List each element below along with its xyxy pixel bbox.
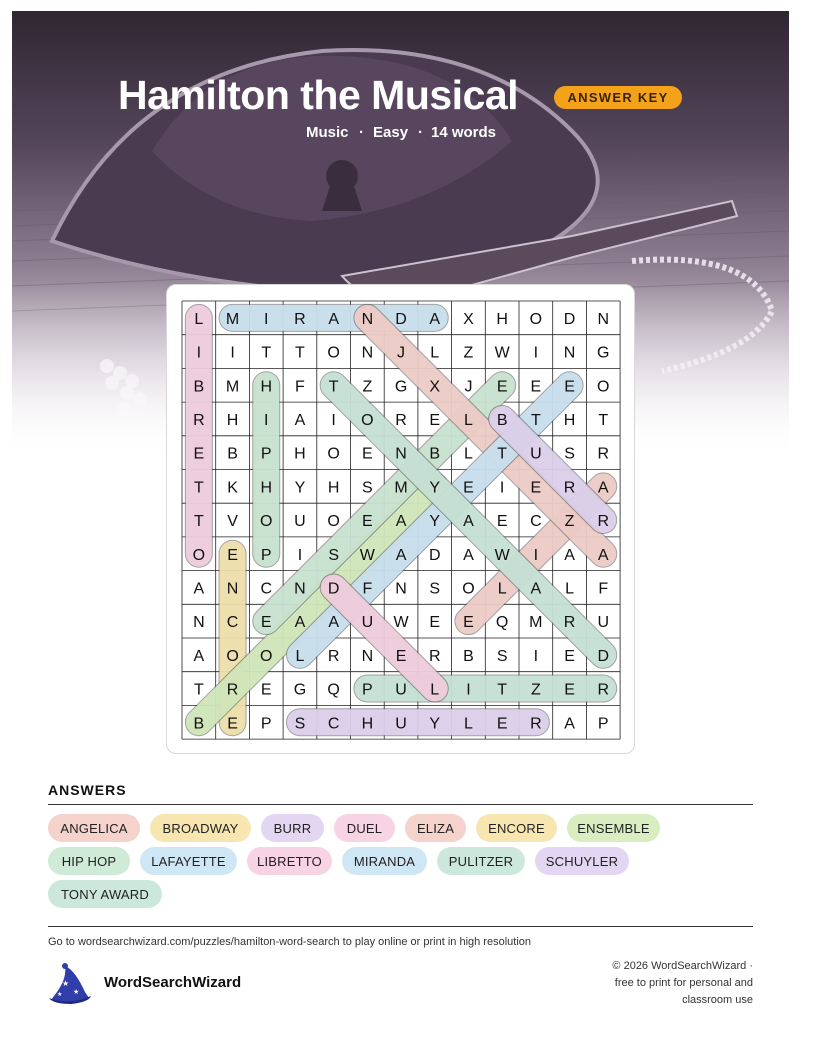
grid-letter: A [328, 310, 339, 328]
grid-letter: P [260, 445, 272, 463]
grid-letter: E [193, 445, 205, 463]
grid-letter: E [496, 513, 508, 531]
grid-letter: E [362, 445, 373, 463]
grid-letter: R [226, 681, 239, 699]
grid-letter: O [327, 344, 340, 362]
grid-letter: N [597, 310, 610, 328]
svg-text:★: ★ [57, 991, 63, 998]
grid-letter: T [598, 411, 609, 429]
meta-separator: · [359, 124, 364, 141]
grid-letter: W [494, 546, 510, 564]
grid-letter: E [530, 479, 542, 497]
grid-letter: B [193, 715, 205, 733]
grid-letter: Y [429, 715, 441, 733]
grid-letter: T [193, 681, 204, 699]
answer-chip: ELIZA [405, 814, 466, 842]
grid-letter: R [597, 681, 610, 699]
grid-letter: A [294, 614, 306, 632]
answer-chip: HIP HOP [48, 847, 130, 875]
grid-letter: T [497, 681, 508, 699]
grid-letter: B [463, 647, 474, 665]
grid-letter: S [362, 479, 373, 497]
meta-separator: · [418, 124, 423, 141]
grid-letter: R [294, 310, 306, 328]
grid-letter: H [361, 715, 374, 733]
answer-chip: LIBRETTO [247, 847, 332, 875]
grid-letter: F [598, 580, 609, 598]
grid-letter: L [295, 647, 305, 665]
grid-letter: H [260, 378, 273, 396]
grid-letter: B [496, 411, 508, 429]
grid-letter: H [294, 445, 306, 463]
grid-letter: I [264, 310, 269, 328]
grid-letter: A [328, 614, 339, 632]
grid-letter: Z [530, 681, 541, 699]
grid-letter: T [261, 344, 272, 362]
grid-letter: G [394, 378, 408, 396]
grid-letter: R [563, 479, 576, 497]
grid-letter: M [529, 614, 543, 632]
copyright-line: © 2026 WordSearchWizard · [612, 960, 753, 972]
grid-letter: I [196, 344, 202, 362]
grid-letter: E [564, 378, 575, 396]
word-search-grid [167, 285, 636, 755]
grid-letter: O [327, 445, 340, 463]
category-label: Music [306, 124, 349, 141]
grid-letter: T [328, 378, 339, 396]
grid-letter: A [193, 647, 205, 665]
answers-heading: ANSWERS [48, 782, 127, 798]
grid-letter: J [397, 344, 406, 362]
grid-letter: X [429, 378, 441, 396]
grid-letter: W [393, 614, 409, 632]
grid-letter: R [428, 647, 441, 665]
puzzle-card [166, 284, 635, 754]
grid-letter: Z [463, 344, 474, 362]
grid-letter: T [530, 411, 541, 429]
grid-letter: O [226, 647, 239, 665]
grid-letter: E [564, 681, 575, 699]
grid-letter: E [260, 614, 272, 632]
grid-letter: L [463, 411, 473, 429]
grid-letter: S [328, 546, 339, 564]
grid-letter: R [597, 513, 610, 531]
grid-letter: B [193, 378, 205, 396]
grid-letter: F [295, 378, 305, 396]
wizard-hat-icon [45, 962, 93, 1006]
grid-letter: Y [429, 513, 441, 531]
grid-letter: X [463, 310, 474, 328]
grid-letter: D [563, 310, 576, 328]
grid-letter: E [260, 681, 272, 699]
grid-letter: C [530, 513, 542, 531]
grid-letter: H [226, 411, 239, 429]
grid-letter: U [395, 681, 407, 699]
grid-letter: L [463, 445, 473, 463]
grid-letter: T [193, 479, 204, 497]
grid-letter: N [395, 445, 407, 463]
answer-chip: BURR [261, 814, 324, 842]
footer-url-text: Go to wordsearchwizard.com/puzzles/hamilton-word-search to play online or print in high resolution [48, 936, 532, 948]
divider [48, 926, 753, 927]
grid-letter: E [227, 546, 238, 564]
copyright-notice [553, 958, 753, 1009]
grid-letter: A [597, 479, 609, 497]
grid-letter: U [395, 715, 407, 733]
grid-letter: A [395, 546, 407, 564]
grid-letter: O [327, 513, 340, 531]
grid-letter: Y [429, 479, 441, 497]
grid-letter: N [294, 580, 306, 598]
svg-text:★: ★ [73, 988, 80, 996]
grid-letter: P [362, 681, 373, 699]
grid-letter: A [463, 546, 474, 564]
answer-chip: ENSEMBLE [567, 814, 660, 842]
grid-letter: A [463, 513, 474, 531]
grid-letter: O [260, 513, 273, 531]
grid-letter: E [564, 647, 575, 665]
grid-letter: A [530, 580, 542, 598]
grid-letter: E [463, 614, 474, 632]
grid-letter: A [597, 546, 609, 564]
grid-letter: I [533, 546, 539, 564]
grid-letter: T [295, 344, 305, 362]
grid-letter: O [462, 580, 475, 598]
grid-letter: Z [564, 513, 575, 531]
grid-letter: R [597, 445, 610, 463]
grid-letter: B [227, 445, 238, 463]
grid-letter: I [230, 344, 235, 362]
grid-letter: L [463, 715, 473, 733]
grid-letter: L [430, 681, 440, 699]
grid-letter: K [227, 479, 238, 497]
grid-letter: U [294, 513, 306, 531]
answer-chip: SCHUYLER [535, 847, 629, 875]
grid-letter: L [497, 580, 507, 598]
grid-letter: I [533, 344, 539, 362]
grid-letter: U [361, 614, 374, 632]
grid-letter: M [225, 310, 240, 328]
grid-letter: U [597, 614, 610, 632]
grid-letter: I [331, 411, 336, 429]
grid-letter: W [359, 546, 375, 564]
title-row [0, 72, 816, 122]
grid-letter: H [496, 310, 508, 328]
grid-letter: L [194, 310, 204, 328]
grid-letter: E [429, 614, 441, 632]
page-title: Hamilton the Musical [118, 72, 519, 118]
answer-key-badge: ANSWER KEY [554, 86, 682, 109]
puzzle-meta [0, 124, 816, 142]
grid-letter: O [192, 546, 206, 564]
word-count-label: 14 words [431, 124, 497, 141]
grid-letter: C [260, 580, 273, 598]
grid-letter: J [464, 378, 473, 396]
grid-letter: E [496, 715, 508, 733]
grid-letter: N [361, 344, 374, 362]
svg-text:★: ★ [62, 979, 70, 988]
grid-letter: E [395, 647, 407, 665]
copyright-line: classroom use [682, 994, 753, 1006]
answer-chip: DUEL [334, 814, 395, 842]
grid-letter: N [395, 580, 407, 598]
grid-letter: E [463, 479, 474, 497]
grid-letter: A [564, 546, 575, 564]
grid-letter: P [260, 715, 272, 733]
grid-letter: E [429, 411, 441, 429]
answer-chip: ENCORE [476, 814, 557, 842]
grid-letter: U [530, 445, 542, 463]
answer-chip: BROADWAY [150, 814, 251, 842]
answer-chip: TONY AWARD [48, 880, 162, 908]
grid-letter: B [429, 445, 441, 463]
answer-chip: PULITZER [437, 847, 525, 875]
grid-letter: S [429, 580, 441, 598]
grid-letter: H [563, 411, 576, 429]
grid-letter: Z [362, 378, 373, 396]
grid-letter: D [428, 546, 441, 564]
grid-letter: O [529, 310, 543, 328]
grid-letter: C [226, 614, 239, 632]
grid-letter: Y [294, 479, 306, 497]
grid-letter: G [597, 344, 610, 362]
brand-name: WordSearchWizard [104, 974, 242, 991]
answer-chip: LAFAYETTE [140, 847, 237, 875]
grid-letter: I [499, 479, 505, 497]
grid-letter: Q [495, 614, 509, 632]
grid-letter: I [297, 546, 303, 564]
grid-letter: D [597, 647, 610, 665]
grid-letter: E [530, 378, 542, 396]
divider [48, 804, 753, 805]
grid-letter: O [361, 411, 374, 429]
grid-letter: C [327, 715, 340, 733]
grid-letter: M [225, 378, 240, 396]
grid-letter: E [227, 715, 238, 733]
answer-chip: MIRANDA [342, 847, 427, 875]
grid-letter: R [327, 647, 340, 665]
grid-letter: I [533, 647, 539, 665]
grid-letter: I [264, 411, 269, 429]
grid-letter: S [496, 647, 508, 665]
grid-letter: T [497, 445, 508, 463]
grid-letter: R [395, 411, 407, 429]
grid-letter: O [597, 378, 610, 396]
grid-letter: E [496, 378, 508, 396]
grid-letter: I [466, 681, 471, 699]
grid-letter: A [429, 310, 441, 328]
grid-letter: S [294, 715, 306, 733]
grid-letter: F [362, 580, 373, 598]
grid-letter: P [597, 715, 609, 733]
grid-letter: A [193, 580, 205, 598]
grid-letter: D [327, 580, 340, 598]
answer-chip: ANGELICA [48, 814, 140, 842]
grid-letter: A [294, 411, 306, 429]
grid-letter: Q [327, 681, 340, 699]
grid-letter: T [193, 513, 204, 531]
grid-letter: N [563, 344, 576, 362]
copyright-line: free to print for personal and [614, 977, 753, 989]
grid-letter: V [227, 513, 238, 531]
grid-letter: P [260, 546, 272, 564]
grid-letter: R [193, 411, 205, 429]
grid-letter: O [260, 647, 273, 665]
grid-letter: L [565, 580, 575, 598]
grid-letter: L [430, 344, 440, 362]
grid-letter: W [494, 344, 510, 362]
grid-letter: R [530, 715, 542, 733]
grid-letter: A [395, 513, 407, 531]
grid-letter: S [564, 445, 575, 463]
grid-letter: R [563, 614, 576, 632]
grid-letter: N [361, 647, 374, 665]
grid-letter: N [193, 614, 205, 632]
grid-letter: A [564, 715, 575, 733]
grid-letter: E [362, 513, 373, 531]
grid-letter: N [361, 310, 374, 328]
difficulty-label: Easy [373, 124, 409, 141]
grid-letter: N [226, 580, 239, 598]
grid-letter: M [394, 479, 408, 497]
grid-letter: H [260, 479, 273, 497]
grid-letter: D [395, 310, 407, 328]
grid-letter: H [327, 479, 340, 497]
grid-letter: G [293, 681, 307, 699]
